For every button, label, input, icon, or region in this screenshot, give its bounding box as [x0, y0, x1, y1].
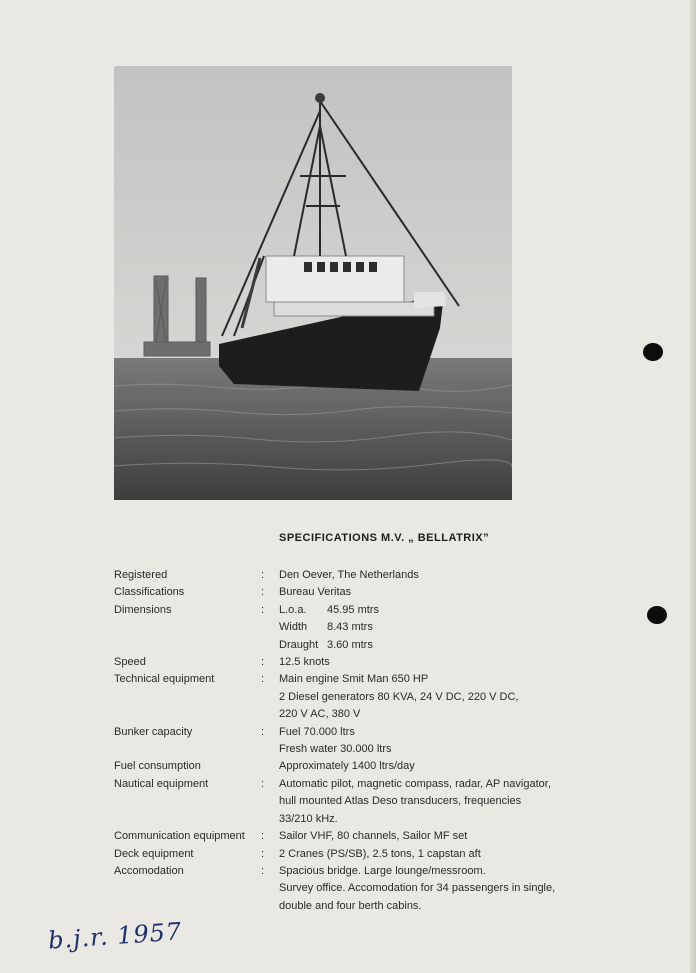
spec-colon: : [261, 830, 265, 843]
spec-value: hull mounted Atlas Deso transducers, frequencies [279, 795, 522, 808]
dimension-name: Draught [279, 638, 319, 651]
spec-value: Fresh water 30.000 ltrs [279, 743, 392, 756]
spec-label: Accomodation [114, 864, 184, 877]
dimension-value: 45.95 mtrs [327, 603, 379, 616]
spec-label: Dimensions [114, 603, 172, 616]
handwritten-note: b.j.r. 1957 [47, 917, 184, 955]
spec-value: Spacious bridge. Large lounge/messroom. [279, 864, 486, 877]
spec-value: Survey office. Accomodation for 34 passengers in single, [279, 882, 556, 895]
spec-value: 12.5 knots [279, 656, 330, 669]
spec-label: Speed [114, 656, 146, 669]
spec-value: Approximately 1400 ltrs/day [279, 760, 415, 773]
spec-label: Deck equipment [114, 847, 194, 860]
spec-value: Fuel 70.000 ltrs [279, 725, 355, 738]
specifications-table [114, 567, 614, 915]
spec-colon: : [261, 777, 265, 790]
spec-label: Technical equipment [114, 673, 215, 686]
ship-photo [114, 66, 512, 500]
specifications-title: SPECIFICATIONS M.V. „ BELLATRIX” [279, 532, 490, 544]
spec-colon [261, 758, 279, 775]
spec-row-technical-equipment [114, 671, 614, 723]
spec-colon: : [261, 725, 265, 738]
spec-value: Main engine Smit Man 650 HP [279, 673, 429, 686]
spec-row-fuel-consumption [114, 758, 614, 775]
spec-row-dimensions [114, 602, 614, 654]
spec-value: 220 V AC, 380 V [279, 708, 361, 721]
spec-label: Bunker capacity [114, 725, 193, 738]
page-edge [690, 0, 696, 973]
spec-value: double and four berth cabins. [279, 899, 422, 912]
dimension-value: 8.43 mtrs [327, 621, 373, 634]
spec-colon: : [261, 847, 265, 860]
spec-label: Nautical equipment [114, 777, 209, 790]
spec-row-deck-equipment [114, 846, 614, 863]
spec-colon: : [261, 673, 265, 686]
punch-hole [643, 343, 663, 361]
spec-value: 2 Cranes (PS/SB), 2.5 tons, 1 capstan aft [279, 847, 481, 860]
dimension-name: Width [279, 621, 308, 634]
spec-colon: : [261, 603, 265, 616]
spec-value: Den Oever, The Netherlands [279, 569, 419, 581]
punch-hole [647, 606, 667, 624]
spec-label: Registered [114, 569, 168, 581]
spec-row-classifications [114, 584, 614, 601]
spec-value: 33/210 kHz. [279, 812, 338, 825]
spec-colon: : [261, 656, 265, 669]
spec-value: Sailor VHF, 80 channels, Sailor MF set [279, 830, 468, 843]
dimension-value: 3.60 mtrs [327, 638, 373, 651]
spec-label: Communication equipment [114, 830, 245, 843]
spec-colon: : [261, 586, 265, 599]
spec-label: Classifications [114, 586, 185, 599]
spec-row-speed [114, 654, 614, 671]
spec-value: 2 Diesel generators 80 KVA, 24 V DC, 220 V DC, [279, 690, 519, 703]
spec-value: Automatic pilot, magnetic compass, radar, AP navigator, [279, 777, 551, 790]
spec-label: Fuel consumption [114, 760, 201, 773]
spec-row-nautical-equipment [114, 776, 614, 828]
spec-row-registered [114, 567, 614, 584]
spec-value: Bureau Veritas [279, 586, 352, 599]
spec-colon: : [261, 569, 265, 581]
spec-row-accomodation [114, 863, 614, 915]
spec-colon: : [261, 864, 265, 877]
spec-row-communication-equipment [114, 828, 614, 845]
dimension-name: L.o.a. [279, 603, 307, 616]
spec-row-bunker-capacity [114, 724, 614, 759]
